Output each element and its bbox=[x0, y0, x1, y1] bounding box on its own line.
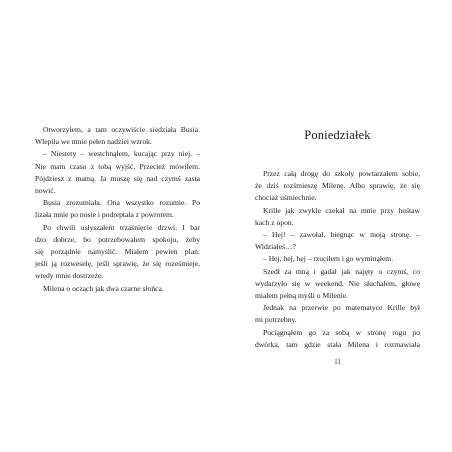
text-line: dzo dobrze, bo potrzebowałem spokoju, żeby bbox=[35, 234, 200, 244]
text-line: Przez całą drogę do szkoły powtarzałem sobie, bbox=[263, 169, 420, 178]
text-line: Po chwili usłyszałem trzaśnięcie drzwi. I bar bbox=[43, 222, 200, 232]
text-line: wtedy mnie dostrzeże. bbox=[35, 271, 104, 281]
text-line: – Hej! – zawołał, biegnąc w moją stronę. – bbox=[263, 230, 420, 240]
page-number: 11 bbox=[334, 359, 341, 366]
text-line: Otworzyłem, a tam oczywiście siedziała Busia. bbox=[43, 125, 200, 134]
text-line: lizała mnie po nosie i podreptała z powrotem. bbox=[35, 210, 174, 220]
text-line: mi potrzebny. bbox=[255, 315, 297, 325]
text-line: nowić. bbox=[35, 186, 56, 196]
text-line: dwórka, tam gdzie stała Milena i rozmawiała bbox=[255, 339, 420, 349]
text-line: Busia zrozumiała. Ona wszystko rozumie. Po bbox=[43, 198, 200, 208]
text-line: chociaż uśmiechnie. bbox=[255, 193, 317, 203]
text-line: Pociągnąłem go za sobą w stronę rogu po bbox=[263, 327, 420, 337]
chapter-title: Poniedziałek bbox=[304, 128, 371, 142]
text-line: że dziś rozśmieszę Milenę. Albo sprawię, że się bbox=[255, 181, 420, 191]
left-page-text bbox=[35, 124, 200, 295]
right-page bbox=[226, 0, 452, 452]
text-line: Krille jak zwykle czekał na mnie przy huśtaw bbox=[263, 205, 420, 215]
text-line: Jednak na przerwie po matematyce Krille był bbox=[263, 303, 420, 313]
text-line: się porządnie namyślić. Miałem pewien plan: bbox=[35, 247, 200, 257]
text-line: Wlepiła we mnie pełen nadziei wzrok. bbox=[35, 137, 152, 147]
text-line: Widziałeś…? bbox=[255, 242, 297, 252]
right-page-text bbox=[255, 168, 420, 351]
text-line: jeśli ją rozweselę, jeśli sprawię, że się roześmieje, bbox=[35, 259, 200, 269]
text-line: – Hej, hej, hej – rzuciłem i go wyminąłem. bbox=[263, 254, 394, 264]
text-line: Pójdziesz z mamą. Ja muszę się nad czymś zasta bbox=[35, 173, 200, 183]
text-line: wydarzyło się w weekend. Nie słuchałem, głowę bbox=[255, 278, 420, 288]
text-line: Szedł za mną i gadał jak najęty o czymś, co bbox=[263, 266, 420, 276]
text-line: Nie mam czasu z tobą wyjść. Przecież mówiłem. bbox=[35, 161, 200, 171]
text-line: miałem pełną myśli o Milenie. bbox=[255, 291, 349, 301]
text-line: – Niestety – westchnąłem, kucając przy niej. – bbox=[43, 149, 200, 159]
text-line: Milena o oczach jak dwa czarne słońca. bbox=[43, 283, 164, 293]
text-line: kach z opon. bbox=[255, 217, 294, 227]
